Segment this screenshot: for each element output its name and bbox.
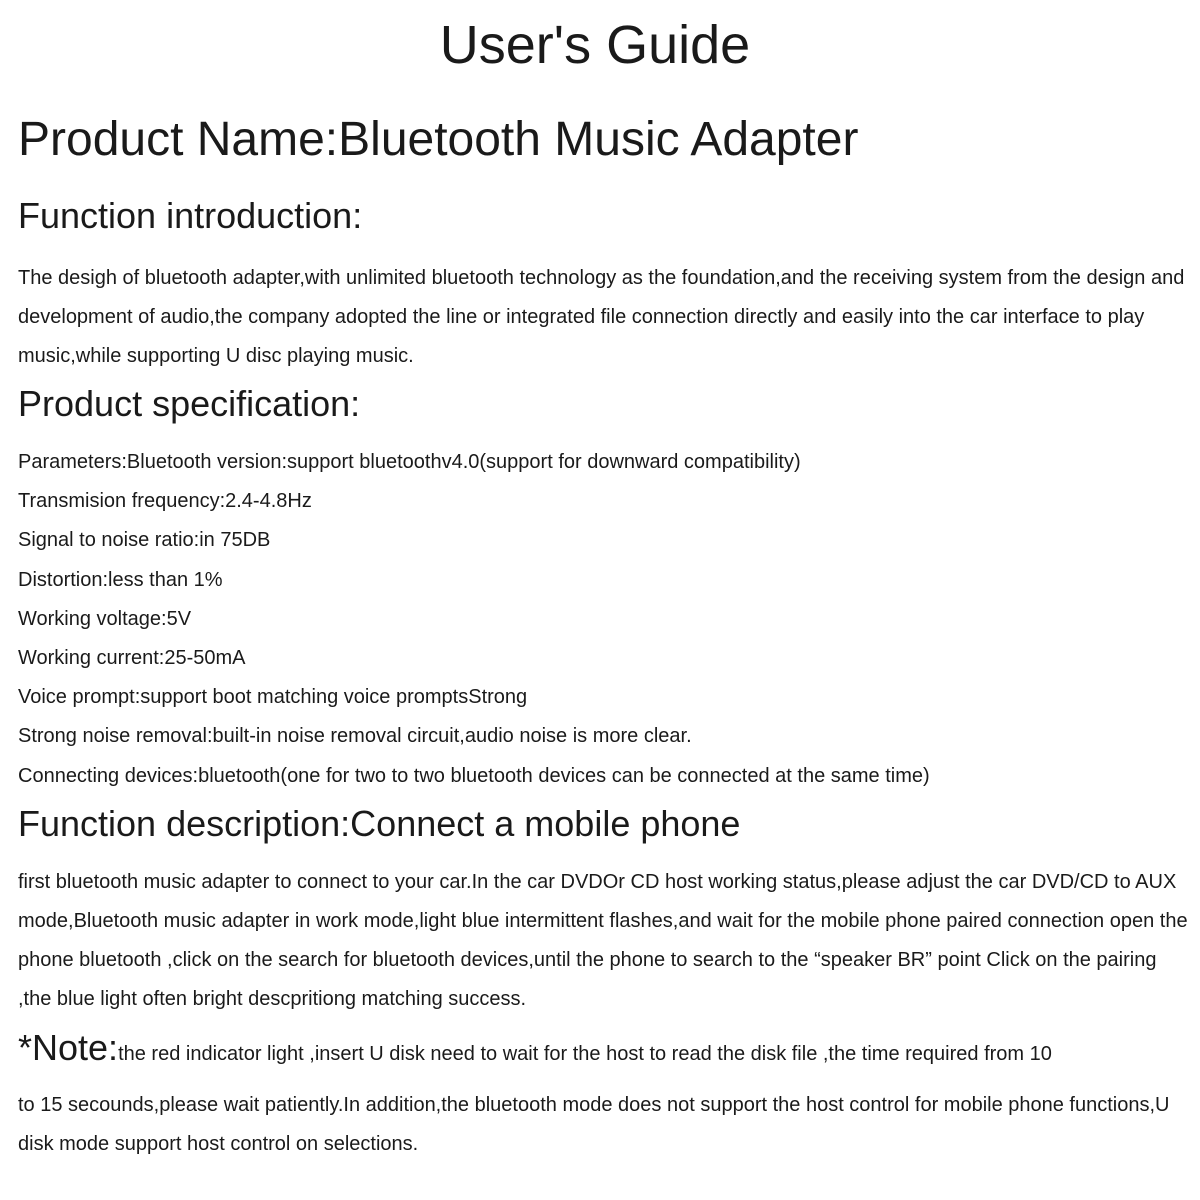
product-name-heading: Product Name:Bluetooth Music Adapter [18,113,859,166]
note-line [18,1026,1198,1070]
spec-item-parameters: Parameters:Bluetooth version:support bluetoothv4.0(support for downward compatibility) [18,451,801,473]
spec-item-voice-prompt: Voice prompt:support boot matching voice promptsStrong [18,686,528,709]
function-introduction-text: The desigh of bluetooth adapter,with unlimited bluetooth technology as the foundation,and the receiving system from the design and development of audio,the company adopted the line or integrated file connection directly and easily into the car interface to play music,while supporting U disc playing music. [18,267,1185,367]
spec-item-connecting-devices: Connecting devices:bluetooth(one for two to two bluetooth devices can be connected at the same time) [18,764,930,787]
function-introduction-heading: Function introduction: [18,195,363,236]
product-specification-heading: Product specification: [18,383,361,424]
note-text-first: the red indicator light ,insert U disk need to wait for the host to read the disk file ,the time required from 10 [118,1043,1052,1065]
spec-item-snr: Signal to noise ratio:in 75DB [18,529,271,552]
spec-item-distortion: Distortion:less than 1% [18,568,223,591]
page-title: User's Guide [439,15,751,75]
note-text-rest: to 15 secounds,please wait patiently.In addition,the bluetooth mode does not support the host control for mobile phone functions,U disk mode support host control on selections. [18,1094,1170,1155]
specification-list [18,443,1188,796]
function-description-text: first bluetooth music adapter to connect to your car.In the car DVDOr CD host working status,please adjust the car DVD/CD to AUX mode,Bluetooth music adapter in work mode,light blue intermittent flashes,and wait for the mobile phone paired connection open the phone bluetooth ,click on the search for bluetooth devices,until the phone to search to the “speaker BR” point Click on the pairing ,the blue light often bright descpritiong matching success. [18,871,1188,1010]
spec-item-current: Working current:25-50mA [18,647,246,670]
spec-item-voltage: Working voltage:5V [18,607,192,630]
spec-item-noise-removal: Strong noise removal:built-in noise removal circuit,audio noise is more clear. [18,725,692,748]
function-description-heading: Function description:Connect a mobile phone [18,803,741,844]
spec-item-frequency: Transmision frequency:2.4-4.8Hz [18,490,312,513]
note-label: *Note: [18,1027,119,1068]
